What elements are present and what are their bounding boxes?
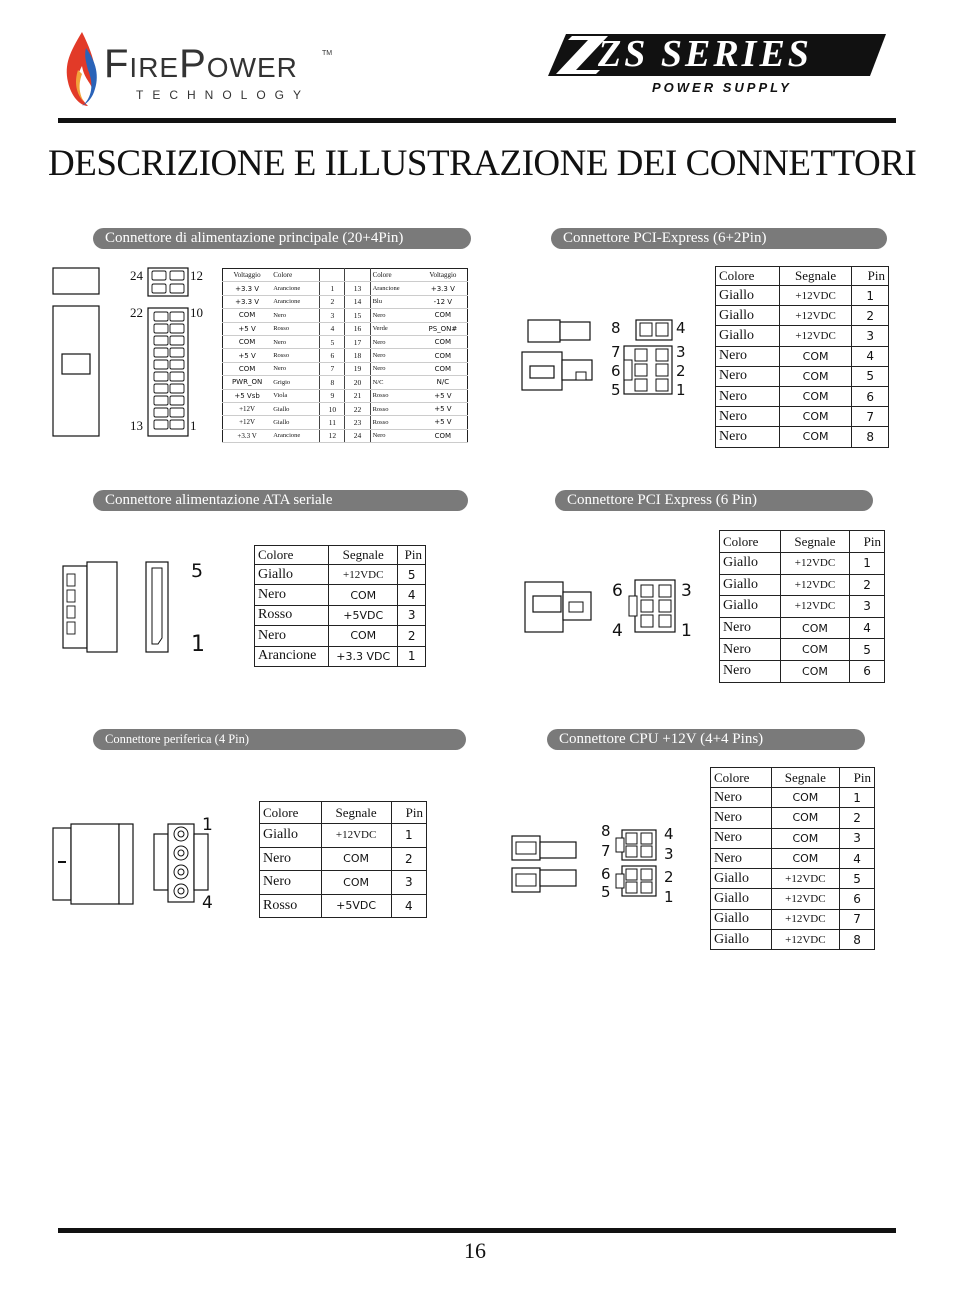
table-cell: +12VDC	[771, 930, 840, 950]
sata-label-5: 5	[191, 560, 204, 582]
pcie-6-2-label-1: 1	[676, 381, 686, 399]
table-cell: Nero	[260, 847, 322, 871]
table-cell: 6	[852, 386, 889, 406]
table-row	[720, 553, 885, 575]
table-cell: COM	[321, 871, 391, 895]
table-cell: Nero	[716, 407, 780, 427]
table-cell: 1	[840, 788, 875, 808]
table-cell: 14	[345, 295, 370, 308]
table-row	[711, 889, 875, 909]
table-cell: +5 V	[419, 389, 468, 402]
series-logo-text: ZS SERIES	[598, 33, 812, 75]
table-cell: Giallo	[271, 416, 320, 429]
table-cell: 5	[850, 639, 885, 661]
table-cell: +12VDC	[321, 824, 391, 848]
table-cell: Nero	[271, 309, 320, 322]
table-cell: 4	[840, 848, 875, 868]
brand-tm: TM	[322, 50, 333, 57]
pcie-6-2-label-8: 8	[611, 319, 621, 337]
table-cell: Nero	[370, 309, 419, 322]
table-cell: COM	[419, 309, 468, 322]
table-header-cell: Segnale	[321, 802, 391, 824]
table-cell: 20	[345, 376, 370, 389]
table-cell: Rosso	[260, 894, 322, 918]
table-cell: +12V	[223, 402, 272, 415]
table-row	[260, 847, 427, 871]
table-cell: Rosso	[370, 389, 419, 402]
table-cell: 4	[398, 585, 426, 605]
table-cell: COM	[780, 639, 849, 661]
table-cell: Nero	[370, 362, 419, 375]
table-cell: 9	[320, 389, 345, 402]
table-cell: 11	[320, 416, 345, 429]
main-atx-connector-drawing	[52, 266, 192, 438]
table-cell: Nero	[711, 848, 772, 868]
table-cell: +5VDC	[329, 605, 398, 625]
table-header-cell: Segnale	[779, 267, 852, 286]
brand-sub: TECHNOLOGY	[136, 88, 311, 102]
peripheral-title: Connettore periferica (4 Pin)	[93, 729, 466, 750]
table-cell: Arancione	[271, 295, 320, 308]
table-cell: Nero	[370, 349, 419, 362]
table-cell: Rosso	[271, 349, 320, 362]
table-row	[716, 286, 889, 306]
footer-rule	[58, 1228, 896, 1233]
table-row	[716, 386, 889, 406]
cpu-label-3: 3	[664, 845, 674, 863]
table-cell: Giallo	[271, 402, 320, 415]
table-header-cell: Colore	[370, 269, 419, 282]
table-cell: 3	[391, 871, 426, 895]
table-cell: Giallo	[720, 553, 781, 575]
table-cell: 7	[840, 909, 875, 929]
table-cell: Nero	[716, 386, 780, 406]
table-row	[720, 596, 885, 618]
table-cell: 4	[850, 617, 885, 639]
pcie-6-connector-drawing	[523, 578, 683, 636]
table-cell: +3.3 V	[223, 429, 272, 442]
table-row	[720, 660, 885, 682]
table-cell: +12VDC	[779, 306, 852, 326]
peripheral-label-4: 4	[202, 893, 213, 913]
table-cell: +12VDC	[779, 326, 852, 346]
table-cell: Giallo	[711, 909, 772, 929]
table-cell: +12VDC	[771, 909, 840, 929]
table-row	[260, 871, 427, 895]
table-cell: +5 V	[223, 349, 272, 362]
table-header-cell: Pin	[398, 546, 426, 565]
table-header-row	[711, 768, 875, 788]
sata-label-1: 1	[191, 632, 205, 657]
page-number: 16	[464, 1238, 486, 1263]
table-cell: COM	[780, 660, 849, 682]
table-cell: 19	[345, 362, 370, 375]
table-cell: 13	[345, 282, 370, 295]
main-atx-title: Connettore di alimentazione principale (20+4Pin)	[93, 228, 471, 249]
table-row	[223, 309, 468, 322]
table-cell: 5	[840, 869, 875, 889]
table-header-cell: Colore	[260, 802, 322, 824]
table-cell: COM	[771, 788, 840, 808]
table-cell: Nero	[720, 639, 781, 661]
table-header-cell: Pin	[840, 768, 875, 788]
flame-icon	[62, 30, 102, 108]
table-cell: Giallo	[716, 306, 780, 326]
table-row	[260, 824, 427, 848]
table-row	[223, 335, 468, 348]
table-header-cell: Pin	[852, 267, 889, 286]
main-atx-label-22: 22	[130, 305, 143, 320]
pcie-6-2-connector-drawing	[520, 318, 670, 398]
table-cell: +5 Vsb	[223, 389, 272, 402]
table-cell: 12	[320, 429, 345, 442]
pcie-6-2-title: Connettore PCI-Express (6+2Pin)	[551, 228, 887, 249]
table-cell: 8	[852, 427, 889, 447]
pcie-6-pinout-table	[719, 530, 885, 683]
table-cell: +3.3 V	[223, 295, 272, 308]
table-cell: COM	[779, 427, 852, 447]
pcie-6-2-pinout-table	[715, 266, 889, 448]
table-cell: 4	[852, 346, 889, 366]
table-cell: 17	[345, 335, 370, 348]
table-cell: +3.3 VDC	[329, 646, 398, 666]
table-cell: Nero	[711, 828, 772, 848]
table-cell: 15	[345, 309, 370, 322]
table-cell: N/C	[419, 376, 468, 389]
table-header-cell: Voltaggio	[419, 269, 468, 282]
table-header-cell: Colore	[255, 546, 329, 565]
table-cell: 24	[345, 429, 370, 442]
table-cell: 2	[840, 808, 875, 828]
table-cell: +5 V	[419, 416, 468, 429]
table-cell: 1	[398, 646, 426, 666]
table-header-cell: Colore	[711, 768, 772, 788]
pcie-6-label-6: 6	[612, 581, 623, 601]
main-atx-label-10: 10	[190, 305, 203, 320]
table-cell: 1	[850, 553, 885, 575]
table-cell: 8	[320, 376, 345, 389]
table-cell: +12VDC	[780, 596, 849, 618]
table-cell: Nero	[720, 617, 781, 639]
table-cell: Nero	[711, 808, 772, 828]
table-cell: 6	[320, 349, 345, 362]
pcie-6-2-label-2: 2	[676, 362, 686, 380]
table-cell: +5 V	[223, 322, 272, 335]
header-rule	[58, 118, 896, 123]
table-row	[223, 282, 468, 295]
table-cell: COM	[771, 848, 840, 868]
main-atx-pinout-table	[222, 268, 468, 443]
table-cell: 4	[391, 894, 426, 918]
table-cell: COM	[419, 335, 468, 348]
table-cell: 1	[320, 282, 345, 295]
table-header-row	[720, 531, 885, 553]
table-row	[255, 646, 426, 666]
table-row	[223, 376, 468, 389]
table-header-cell: Pin	[391, 802, 426, 824]
cpu-label-2: 2	[664, 868, 674, 886]
table-cell: 22	[345, 402, 370, 415]
table-row	[716, 306, 889, 326]
table-cell: COM	[780, 617, 849, 639]
table-cell: Giallo	[711, 889, 772, 909]
table-cell: Giallo	[711, 869, 772, 889]
table-row	[716, 407, 889, 427]
table-cell: COM	[771, 828, 840, 848]
table-cell: Nero	[711, 788, 772, 808]
table-cell: Nero	[716, 427, 780, 447]
table-row	[223, 389, 468, 402]
table-cell: 6	[850, 660, 885, 682]
table-cell: Rosso	[271, 322, 320, 335]
table-cell: 16	[345, 322, 370, 335]
table-cell: 2	[320, 295, 345, 308]
table-cell: Nero	[255, 626, 329, 646]
table-cell: 5	[398, 565, 426, 585]
table-cell: 23	[345, 416, 370, 429]
table-cell: Arancione	[370, 282, 419, 295]
table-cell: +12VDC	[780, 574, 849, 596]
sata-connector-drawing	[62, 560, 182, 654]
main-atx-label-1: 1	[190, 418, 197, 433]
table-cell: Giallo	[716, 286, 780, 306]
brand-name: FirePower	[104, 42, 298, 86]
cpu-label-6: 6	[601, 865, 611, 883]
cpu-title: Connettore CPU +12V (4+4 Pins)	[547, 729, 865, 750]
table-row	[223, 416, 468, 429]
cpu-label-7: 7	[601, 842, 611, 860]
table-cell: COM	[223, 309, 272, 322]
table-cell: +12VDC	[329, 565, 398, 585]
main-atx-label-24: 24	[130, 268, 143, 283]
table-header-row	[255, 546, 426, 565]
table-row	[711, 930, 875, 950]
table-header-cell: Colore	[271, 269, 320, 282]
table-row	[716, 346, 889, 366]
table-row	[223, 402, 468, 415]
table-cell: PS_ON#	[419, 322, 468, 335]
table-header-row	[716, 267, 889, 286]
table-cell: 1	[391, 824, 426, 848]
table-cell: COM	[779, 366, 852, 386]
table-cell: 4	[320, 322, 345, 335]
table-cell: 3	[850, 596, 885, 618]
table-cell: 5	[320, 335, 345, 348]
table-row	[223, 349, 468, 362]
table-row	[716, 427, 889, 447]
series-sub: POWER SUPPLY	[652, 80, 792, 95]
table-row	[255, 605, 426, 625]
table-row	[716, 326, 889, 346]
table-row	[255, 585, 426, 605]
table-cell: COM	[771, 808, 840, 828]
pcie-6-2-label-7: 7	[611, 343, 621, 361]
table-row	[711, 909, 875, 929]
table-cell: 2	[850, 574, 885, 596]
table-cell: +3.3 V	[223, 282, 272, 295]
table-cell: N/C	[370, 376, 419, 389]
table-cell: COM	[419, 349, 468, 362]
table-cell: Nero	[716, 346, 780, 366]
table-header-cell: Segnale	[771, 768, 840, 788]
peripheral-pinout-table	[259, 801, 427, 918]
table-header-cell: Voltaggio	[223, 269, 272, 282]
table-cell: Nero	[255, 585, 329, 605]
table-cell: Rosso	[370, 416, 419, 429]
table-cell: 1	[852, 286, 889, 306]
table-cell: COM	[779, 346, 852, 366]
table-cell: Rosso	[255, 605, 329, 625]
table-row	[223, 429, 468, 442]
table-cell: COM	[223, 335, 272, 348]
table-cell: +12VDC	[780, 553, 849, 575]
pcie-6-2-label-4: 4	[676, 319, 686, 337]
table-cell: 10	[320, 402, 345, 415]
page-title: DESCRIZIONE E ILLUSTRAZIONE DEI CONNETTORI	[48, 143, 917, 184]
table-cell: COM	[321, 847, 391, 871]
table-cell: Nero	[271, 335, 320, 348]
table-row	[223, 295, 468, 308]
cpu-label-8: 8	[601, 822, 611, 840]
table-cell: Arancione	[271, 429, 320, 442]
table-cell: 3	[840, 828, 875, 848]
table-row	[716, 366, 889, 386]
table-cell: COM	[329, 626, 398, 646]
cpu-label-1: 1	[664, 888, 674, 906]
table-cell: Nero	[720, 660, 781, 682]
table-cell: 2	[391, 847, 426, 871]
table-header-cell: Segnale	[329, 546, 398, 565]
table-cell: +5 V	[419, 402, 468, 415]
pcie-6-title: Connettore PCI Express (6 Pin)	[555, 490, 873, 511]
table-cell: Giallo	[255, 565, 329, 585]
table-cell: Giallo	[711, 930, 772, 950]
table-row	[711, 808, 875, 828]
main-atx-label-13: 13	[130, 418, 143, 433]
table-cell: 7	[852, 407, 889, 427]
table-cell: Giallo	[720, 574, 781, 596]
table-cell: 3	[398, 605, 426, 625]
table-cell: -12 V	[419, 295, 468, 308]
table-cell: 6	[840, 889, 875, 909]
table-cell: COM	[419, 362, 468, 375]
table-cell: 21	[345, 389, 370, 402]
table-cell: Nero	[271, 362, 320, 375]
table-cell: Blu	[370, 295, 419, 308]
cpu-label-5: 5	[601, 883, 611, 901]
peripheral-connector-drawing	[52, 822, 222, 906]
table-cell: 8	[840, 930, 875, 950]
table-row	[720, 639, 885, 661]
table-cell: COM	[779, 407, 852, 427]
peripheral-label-1: 1	[202, 815, 213, 835]
cpu-connector-drawing	[508, 828, 668, 898]
table-header-row	[223, 269, 468, 282]
table-cell: 5	[852, 366, 889, 386]
table-cell: +12VDC	[779, 286, 852, 306]
table-row	[255, 565, 426, 585]
table-row	[720, 617, 885, 639]
table-row	[223, 362, 468, 375]
table-header-cell: Segnale	[780, 531, 849, 553]
table-header-cell: Pin	[850, 531, 885, 553]
table-row	[223, 322, 468, 335]
table-cell: COM	[779, 386, 852, 406]
main-atx-label-12: 12	[190, 268, 203, 283]
table-cell: +12VDC	[771, 869, 840, 889]
table-row	[711, 848, 875, 868]
table-cell: +5VDC	[321, 894, 391, 918]
table-header-cell: Colore	[720, 531, 781, 553]
table-cell: Arancione	[255, 646, 329, 666]
pcie-6-label-1: 1	[681, 621, 692, 641]
table-cell: Arancione	[271, 282, 320, 295]
table-header-row	[260, 802, 427, 824]
table-cell: Nero	[716, 366, 780, 386]
table-cell: Nero	[370, 429, 419, 442]
table-cell: Giallo	[260, 824, 322, 848]
table-cell: Nero	[370, 335, 419, 348]
table-cell: Verde	[370, 322, 419, 335]
pcie-6-label-4: 4	[612, 621, 623, 641]
pcie-6-2-label-6: 6	[611, 362, 621, 380]
table-cell: 3	[852, 326, 889, 346]
table-cell: Grigio	[271, 376, 320, 389]
cpu-pinout-table	[710, 767, 875, 950]
pcie-6-label-3: 3	[681, 581, 692, 601]
table-cell: 7	[320, 362, 345, 375]
table-cell: Giallo	[716, 326, 780, 346]
table-cell: PWR_ON	[223, 376, 272, 389]
table-cell: +3.3 V	[419, 282, 468, 295]
table-header-cell	[320, 269, 345, 282]
table-cell: 2	[852, 306, 889, 326]
table-header-cell: Colore	[716, 267, 780, 286]
table-cell: COM	[223, 362, 272, 375]
table-cell: 2	[398, 626, 426, 646]
sata-pinout-table	[254, 545, 426, 667]
sata-title: Connettore alimentazione ATA seriale	[93, 490, 468, 511]
table-row	[260, 894, 427, 918]
table-cell: Nero	[260, 871, 322, 895]
table-row	[720, 574, 885, 596]
table-header-cell	[345, 269, 370, 282]
table-row	[711, 788, 875, 808]
table-row	[711, 869, 875, 889]
table-cell: COM	[329, 585, 398, 605]
table-cell: +12VDC	[771, 889, 840, 909]
pcie-6-2-label-5: 5	[611, 381, 621, 399]
table-cell: +12V	[223, 416, 272, 429]
table-cell: 3	[320, 309, 345, 322]
table-row	[255, 626, 426, 646]
table-row	[711, 828, 875, 848]
table-cell: Viola	[271, 389, 320, 402]
table-cell: Giallo	[720, 596, 781, 618]
table-cell: 18	[345, 349, 370, 362]
table-cell: COM	[419, 429, 468, 442]
cpu-label-4: 4	[664, 825, 674, 843]
table-cell: Rosso	[370, 402, 419, 415]
pcie-6-2-label-3: 3	[676, 343, 686, 361]
